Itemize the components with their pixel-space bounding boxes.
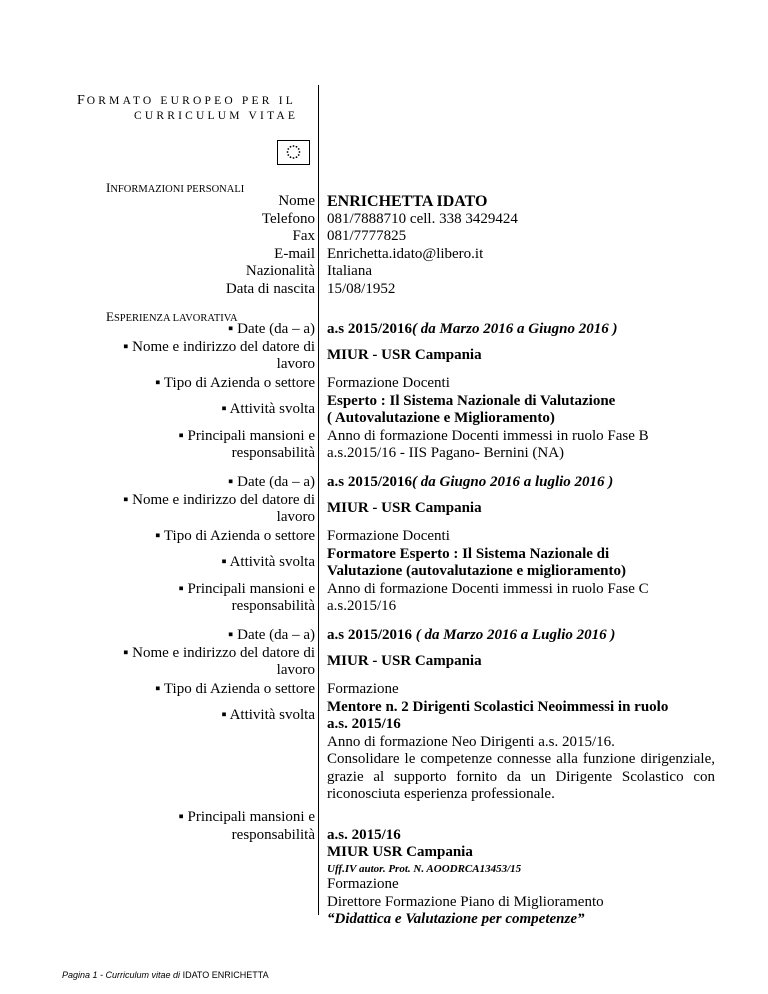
- page-footer: Pagina 1 - Curriculum vitae di IDATO ENRICHETTA: [62, 970, 269, 980]
- label-duties: ▪ Principali mansioni e: [178, 427, 315, 444]
- section-experience: ESPERIENZA LAVORATIVA: [106, 309, 238, 324]
- label-activity: ▪ Attività svolta: [221, 554, 315, 570]
- label-email: E-mail: [274, 245, 315, 262]
- entry2-employer: MIUR - USR Campania: [327, 500, 482, 516]
- entry1-activity: Esperto : Il Sistema Nazionale di Valutazione: [327, 392, 616, 409]
- label-employer: ▪ Nome e indirizzo del datore di: [123, 644, 315, 661]
- entry2-date: a.s 2015/2016( da Giugno 2016 a luglio 2016 ): [327, 474, 614, 490]
- label-date: ▪ Date (da – a): [228, 474, 315, 490]
- section-personal-info: INFORMAZIONI PERSONALI: [106, 180, 245, 195]
- label-activity: ▪ Attività svolta: [221, 707, 315, 723]
- label-sector: ▪ Tipo di Azienda o settore: [155, 375, 315, 391]
- value-nazionalita: Italiana: [327, 263, 372, 279]
- label-duties: ▪ Principali mansioni e: [178, 580, 315, 597]
- value-fax: 081/7777825: [327, 228, 407, 244]
- entry2-duties-2: a.s.2015/16: [327, 598, 397, 614]
- entry3-duties-2: MIUR USR Campania: [327, 844, 473, 860]
- label-duties: ▪ Principali mansioni e: [178, 809, 315, 825]
- value-email: Enrichetta.idato@libero.it: [327, 245, 484, 262]
- entry3-activity-3: Anno di formazione Neo Dirigenti a.s. 2015/16.: [327, 733, 615, 750]
- label-duties-cont: responsabilità: [231, 598, 315, 614]
- label-data-nascita: Data di nascita: [225, 280, 315, 297]
- entry2-duties: Anno di formazione Docenti immessi in ruolo Fase C: [327, 580, 649, 597]
- entry1-duties: Anno di formazione Docenti immessi in ruolo Fase B: [327, 427, 649, 444]
- column-divider: [318, 85, 319, 915]
- entry1-duties-2: a.s.2015/16 - IIS Pagano- Bernini (NA): [327, 445, 565, 461]
- label-employer-cont: lavoro: [276, 662, 315, 678]
- entry3-duties-5: Direttore Formazione Piano di Miglioramento: [327, 893, 604, 910]
- entry2-activity: Formatore Esperto : Il Sistema Nazionale di: [327, 545, 610, 562]
- entry1-employer: MIUR - USR Campania: [327, 347, 482, 363]
- label-employer-cont: lavoro: [276, 356, 315, 372]
- entry3-date: a.s 2015/2016 ( da Marzo 2016 a Luglio 2016 ): [327, 627, 616, 643]
- label-telefono: Telefono: [261, 210, 315, 227]
- label-nazionalita: Nazionalità: [245, 263, 315, 279]
- label-date: ▪ Date (da – a): [228, 627, 315, 643]
- entry3-duties-4: Formazione: [327, 876, 399, 892]
- entry1-sector: Formazione Docenti: [327, 375, 450, 391]
- eu-flag-logo: [277, 140, 310, 165]
- entry3-duties-6: “Didattica e Valutazione per competenze”: [327, 911, 585, 927]
- entry3-activity-2: a.s. 2015/16: [327, 716, 401, 732]
- label-sector: ▪ Tipo di Azienda o settore: [155, 681, 315, 697]
- value-data-nascita: 15/08/1952: [327, 280, 396, 297]
- value-nome: ENRICHETTA IDATO: [327, 193, 488, 210]
- value-telefono: 081/7888710 cell. 338 3429424: [327, 210, 518, 227]
- label-employer-cont: lavoro: [276, 509, 315, 525]
- entry3-sector: Formazione: [327, 681, 399, 697]
- cv-title-line2: CURRICULUM VITAE: [134, 110, 299, 122]
- entry3-activity-description: Consolidare le competenze connesse alla funzione dirigenziale, grazie al supporto fornito da un Dirigente Scolastico con riconosciuta esperienza professionale.: [327, 751, 715, 802]
- entry2-activity-2: Valutazione (autovalutazione e miglioramento): [327, 563, 626, 579]
- label-sector: ▪ Tipo di Azienda o settore: [155, 528, 315, 544]
- entry1-activity-2: ( Autovalutazione e Miglioramento): [327, 410, 555, 426]
- label-duties-cont: responsabilità: [231, 445, 315, 461]
- entry3-activity: Mentore n. 2 Dirigenti Scolastici Neoimmessi in ruolo: [327, 698, 669, 715]
- label-date: ▪ Date (da – a): [228, 321, 315, 337]
- label-employer: ▪ Nome e indirizzo del datore di: [123, 338, 315, 355]
- entry3-duties: a.s. 2015/16: [327, 827, 401, 843]
- entry1-date: a.s 2015/2016( da Marzo 2016 a Giugno 2016 ): [327, 321, 618, 337]
- label-fax: Fax: [292, 228, 315, 244]
- entry3-employer: MIUR - USR Campania: [327, 653, 482, 669]
- entry3-duties-3: Uff.IV autor. Prot. N. AOODRCA13453/15: [327, 863, 522, 875]
- cv-title-line1: FORMATO EUROPEO PER IL: [77, 93, 296, 108]
- label-activity: ▪ Attività svolta: [221, 401, 315, 417]
- entry2-sector: Formazione Docenti: [327, 528, 450, 544]
- label-nome: Nome: [278, 193, 315, 209]
- label-employer: ▪ Nome e indirizzo del datore di: [123, 491, 315, 508]
- label-duties-cont: responsabilità: [231, 826, 315, 843]
